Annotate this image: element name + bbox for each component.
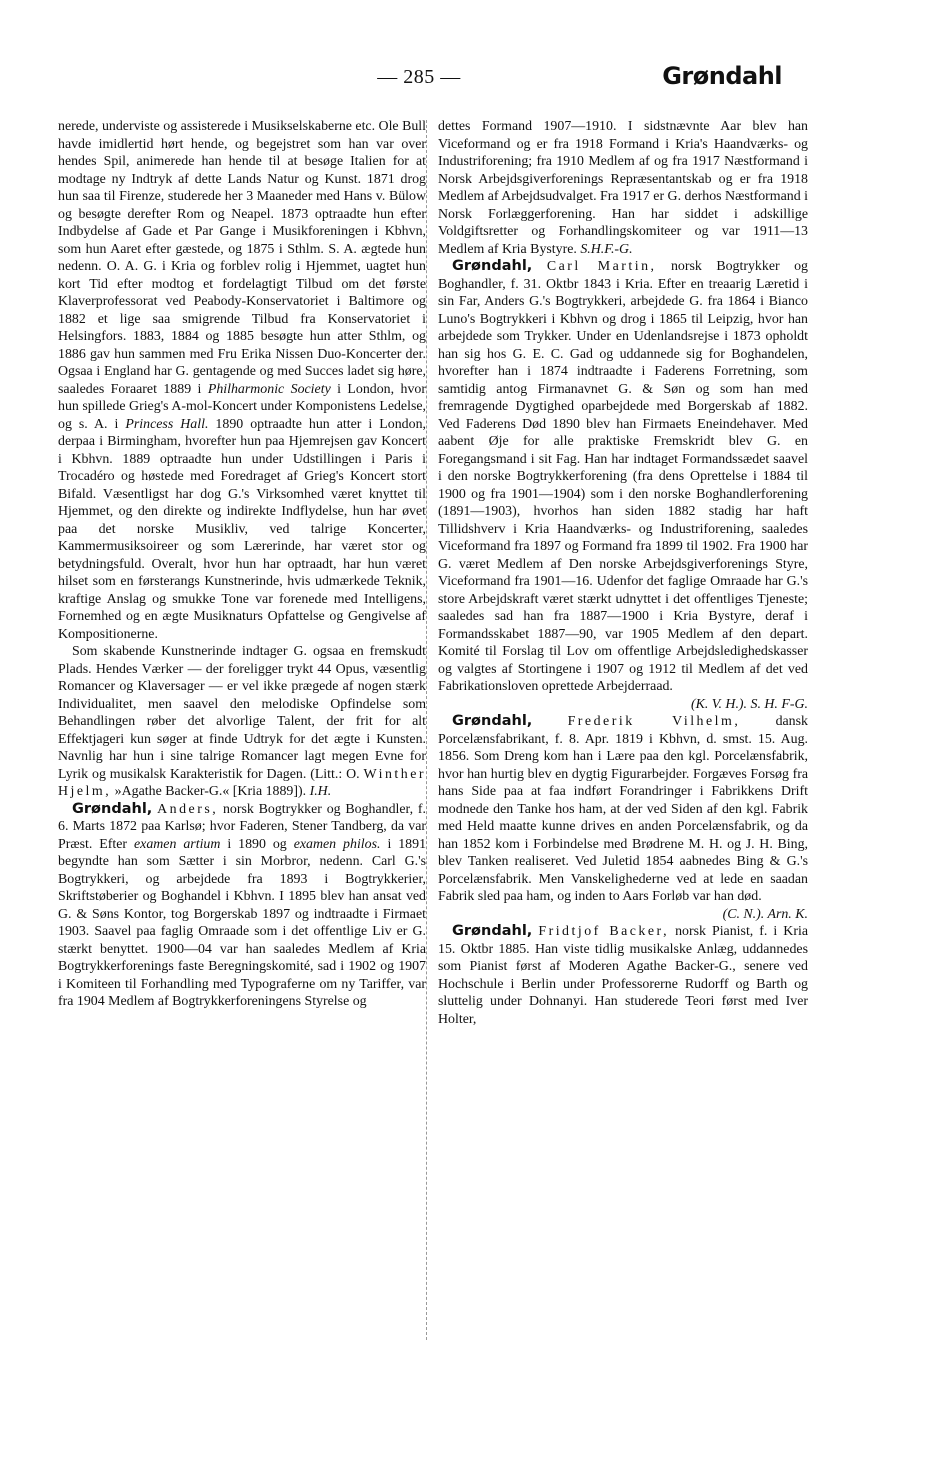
entry-given-name: Frederik Vilhelm, [567, 714, 741, 729]
entry-text: norsk Pianist, f. i Kria 15. Oktbr 1885. Han viste tidlig musikalske Anlæg, uddannedes som Pianist først af Moderen Agathe Backer-G., senere ved Hochschule i Berlin under Professorerne Rudorff og Barth og sluttelig under Dohnanyi. Han studerede Teori først med Iver Holter, [438, 924, 808, 1027]
running-head: Grøndahl [662, 62, 782, 90]
entry-text: norsk Bogtrykker og Boghandler, f. 31. Oktbr 1843 i Kria. Efter en treaarig Læretid i sin Far, Anders G.'s Bogtrykkeri, arbejdede G. fra 1864 i Bianco Luno's Bogtrykkeri i Kbhvn og drog i 1865 til Leipzig, hvor han arbejdede som Trykker. Under en Udenlandsrejse i 1873 opholdt han sig hos G. E. C. Gad og uddannede sig for Boghandelen, hvorefter han i 1874 indtraadte i Faderens Forretning, som samtidig antog Firmanavnet G. & Søn og som han med fremragende Dygtighed oparbejdede med Borgerskab af 1882. Ved Faderens Død 1890 blev han Firmaets Eneindehaver. Med aabent Øje for alle praktiske Fremskridt blev G. en Foregangsmand i sit Fag. Han har indtaget Formandssædet saavel i den norske Bogtrykkerforening (fra dens Oprettelse i 1884 til 1900 og fra 1901—1904) som i den norske Boghandlerforening (1891—1903), hvorhos han siden 1882 stadig har haft Tillidshverv i Kria Haandværks- og Industriforening, saaledes Viceformand fra 1897 og Formand fra 1899 til 1902. Fra 1900 har G. været Medlem af Den norske Arbejdsgiverforenings Styre, Viceformand fra 1901—16. Udenfor det faglige Omraade har G.'s store Arbejdskraft været stærkt udnyttet i det offentliges Tjeneste; saaledes sad han fra 1887—1900 i Kria Bystyre, deraf i Formandsskabet 1887—90, var 1905 Medlem af den depart. Komité til Forslag til Lov om offentlige Arbejdsledighedskasser og valgtes af Stortingene i 1907 og 1912 til Medlem af det ved Fabrikationsloven oprettede Arbejderraad. [438, 259, 808, 694]
entry-anders [58, 801, 426, 1011]
italic-term: examen artium [134, 836, 221, 852]
italic-term: examen philos. [293, 836, 381, 852]
entry-given-name: Anders, [157, 801, 219, 817]
italic-term: Princess Hall. [125, 416, 209, 432]
entry-headword: Grøndahl, [72, 800, 153, 817]
entry-fridtjof [438, 923, 808, 1028]
paragraph-text: nerede, underviste og assisterede i Musikselskaberne etc. Ole Bull havde imidlertid hørt hende, og begejstret som han var over hendes Spil, animerede han hende til at besøge Italien for at modtage ny Indtryk af dette Lands Natur og Kunst. 1871 drog hun saa til Firenze, studerede her 3 Maaneder med Hans v. Bülow og besøgte derefter Rom og Neapel. 1873 optraadte hun efter Indbydelse af Gade et Par Gange i Musikforeningen i Kbhvn, som hun Aaret efter gæstede, og 1875 i Sthlm. S. A. ægtede hun nedenn. O. A. G. i Kria og forblev rolig i Hjemmet, uagtet hun kort Tid efter modtog et fordelagtigt Tilbud om det første Klaverprofessorat ved Peabody-Konservatoriet i Baltimore og 1882 et lige saa smigrende Tilbud fra Konservatoriet i Helsingfors. 1883, 1884 og 1885 besøgte hun atter Sthlm, og 1886 gav hun sammen med Fru Erika Nissen Duo-Koncerter der. Ogsaa i England har G. gentagende og med Succes ladet sig høre, saaledes Foraaret 1889 i [58, 119, 426, 397]
paragraph-text: i London, hvor hun spillede Grieg's A-mol-Koncert under Komponistens Ledelse, og s. A. i [58, 381, 426, 432]
left-column [58, 118, 426, 1011]
entry-text: i 1891 begyndte han som Sætter i sin Morbror, nedenn. Carl G.'s Bogtrykkeri, og arbejdede fra 1893 i Bogtrykkerier, Skriftstøberier og Boghandel i Kbhvn. I 1895 blev han ansat ved G. & Søns Kontor, tog Borgerskab 1897 og indtraadte i Firmaet 1903. Saavel paa faglig Omraade som i det offentlige Liv er G. stærkt benyttet. 1900—04 var han saaledes Medlem af Kria Bogtrykkerforenings faste Beregningskomité, sad i 1902 og 1907 i Komiteen til Forhandling med Typograferne om ny Tariffer, var fra 1904 Medlem af Bogtrykkerforeningens Styrelse og [58, 836, 427, 1009]
entry-headword: Grøndahl, [452, 713, 533, 729]
page-header [56, 62, 782, 98]
paragraph-text: »Agathe Backer-G.« [Kria 1889]). [111, 784, 310, 799]
paragraph-text: dettes Formand 1907—1910. I sidstnævnte Aar blev han Viceformand og er fra 1918 Formand i Kria's Haandværks- og Industriforening; fra 1910 Medlem af og fra 1917 Næstformand i Norsk Arbejdsgiverforenings Repræsentantskab og er fra 1918 Medlem af Arbejdsudvalget. Fra 1917 er G. derhos Næstformand i Norsk Forlæggerforening. Han har siddet i adskillige Voldgiftsretter og Forhandlingskomiteer og var 1911—13 Medlem af Kria Bystyre. [438, 119, 808, 257]
entry-carl [438, 258, 808, 696]
italic-term: Philharmonic Society [207, 381, 331, 397]
entry-text: norsk Bogtrykker og Boghandler, f. 6. Marts 1872 paa Karlsø; hvor Faderen, Stener Tandberg, da var Præst. Efter [58, 801, 426, 852]
paragraph [58, 118, 426, 643]
entry-text: i 1890 og [220, 836, 294, 852]
author-signature: I.H. [309, 784, 332, 799]
entry-text: dansk Porcelænsfabrikant, f. 8. Apr. 1819 i Kbhvn, d. smst. 15. Aug. 1856. Som Dreng kom han i Lære paa den kgl. Porcelænsfabrik, hvor han hurtig blev en dygtig Figurarbejder. Forgæves Forsøg fra hans Side paa at faa indført Forandringer i Fabrikkens Drift modnede den Tanke hos ham, at der ved Siden af den kgl. Fabrik med Held maatte kunne drives en anden Porcelænsfabrik, og da han 1852 kom i Forbindelse med Brødrene M. H. og J. H. Bing, blev Tanken realiseret. Ved Juletid 1854 aabnedes Bing & G.'s Porcelænsfabrik. Men Vanskelighederne ved at lede en saadan Fabrik sled paa ham, og inden to Aars Forløb var han død. [438, 714, 808, 904]
entry-frederik [438, 713, 808, 906]
page-number: — 285 — [377, 66, 461, 88]
paragraph [438, 118, 808, 258]
paragraph-text: 1890 optraadte hun atter i London, derpaa i Birmingham, hvorefter hun paa Hjemrejsen gav Koncert i Kbhvn. 1889 optraadte hun under Udstillingen i Paris i Trocadéro og høstede med Foredraget af Grieg's Koncert stort Bifald. Væsentligst har dog G.'s Virksomhed været knyttet til Hjemmet, og den direkte og indirekte Indflydelse, hun har øvet paa det norske Musikliv, ved talrige Koncerter, Kammermusiksoireer og som Lærerinde, har været stor og betydningsfuld. Overalt, hvor hun har optraadt, har hun været hilset som en førsterangs Kunstnerinde, hvis udmærkede Teknik, kraftige Anslag og smukke Tone var forenede med Intelligens, Fornemhed og en ægte Musiknaturs Opfattelse og Gengivelse af Kompositionerne. [58, 416, 426, 642]
right-column [438, 118, 808, 1028]
author-signature: (K. V. H.). S. H. F-G. [690, 696, 808, 712]
entry-given-name: Fridtjof Backer, [538, 924, 670, 939]
paragraph [58, 643, 426, 801]
author-signature: S.H.F.-G. [580, 241, 633, 257]
entry-given-name: Carl Martin, [546, 259, 657, 274]
column-divider [426, 120, 427, 1340]
paragraph-text: Som skabende Kunstnerinde indtager G. ogsaa en fremskudt Plads. Hendes Værker — der foreligger trykt 44 Opus, væsentlig Romancer og Klaversager — er vel ikke prægede af nogen stærk Individualitet, men saavel den melodiske Opfindelse som Behandlingen røber det alvorlige Talent, der frit for alt Effektjageri kun søger at finde Udtryk for det ægte i Kunsten. Navnlig har hun i sine talrige Romancer lagt megen Evne for Lyrik og musikalsk Karakteristik for Dagen. (Litt.: O. [58, 644, 426, 782]
author-signature: (C. N.). Arn. K. [722, 906, 808, 922]
entry-headword: Grøndahl, [452, 258, 533, 274]
literature-author: Winther Hjelm, [58, 766, 426, 799]
entry-headword: Grøndahl, [452, 923, 533, 939]
